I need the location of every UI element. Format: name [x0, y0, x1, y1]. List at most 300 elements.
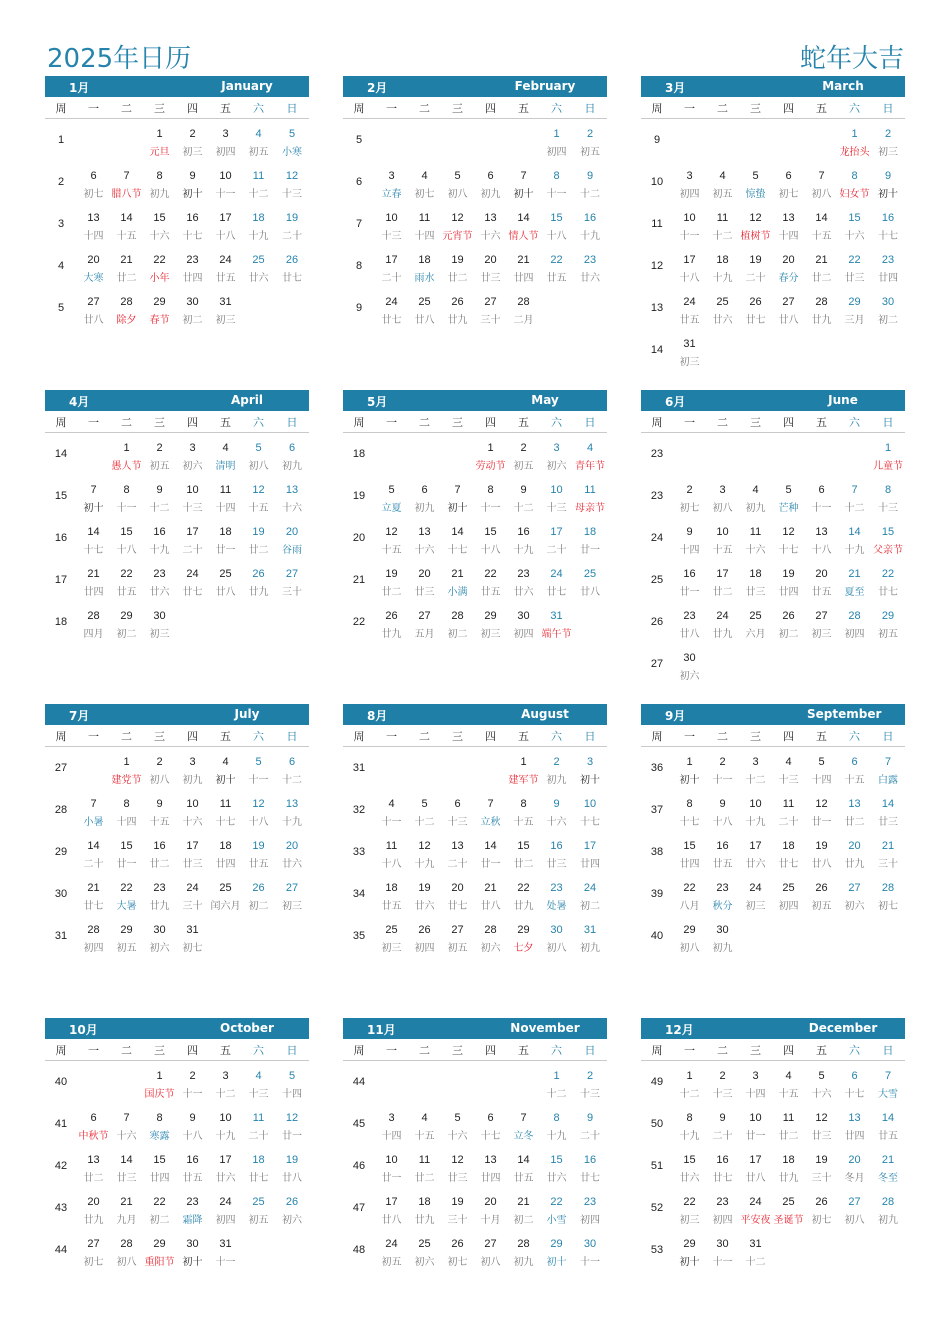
lunar-date — [739, 454, 772, 475]
weekday-header: 二 — [706, 725, 739, 747]
day-number: 9 — [686, 526, 693, 538]
day-number: 26 — [285, 1196, 299, 1208]
day-number — [441, 433, 474, 455]
day-number — [838, 1229, 871, 1250]
day-number: 3 — [189, 442, 196, 454]
lunar-date — [441, 1082, 474, 1103]
lunar-date: 十四 — [811, 775, 832, 786]
weekday-header: 周 — [641, 725, 673, 747]
day-number — [77, 433, 110, 455]
lunar-row — [641, 1124, 905, 1145]
day-number — [275, 287, 309, 308]
weekday-header: 六 — [242, 725, 275, 747]
day-number: 30 — [153, 610, 166, 622]
lunar-date — [242, 1250, 275, 1271]
lunar-date: 廿五 — [811, 587, 832, 598]
day-number: 20 — [782, 254, 795, 266]
lunar-date: 立秋 — [480, 817, 501, 828]
day-number: 29 — [550, 1238, 563, 1250]
day-number: 11 — [252, 1112, 265, 1124]
lunar-date: 十二 — [215, 1089, 236, 1100]
week-row — [343, 1187, 607, 1208]
lunar-date: 初七 — [83, 1257, 104, 1268]
lunar-date: 谷雨 — [282, 545, 302, 556]
day-number: 9 — [189, 1112, 196, 1124]
week-number: 31 — [54, 930, 68, 942]
lunar-date: 十一 — [679, 231, 700, 242]
lunar-row — [343, 224, 607, 245]
lunar-date: 廿二 — [248, 545, 269, 556]
week-row — [45, 245, 309, 266]
lunar-date: 十一 — [215, 1257, 236, 1268]
day-number: 5 — [288, 1070, 296, 1082]
day-number — [408, 747, 441, 769]
lunar-date: 十四 — [83, 231, 104, 242]
lunar-date: 小寒 — [282, 147, 302, 158]
lunar-date: 初八 — [149, 775, 170, 786]
lunar-date — [408, 454, 441, 475]
day-number: 22 — [550, 254, 563, 266]
lunar-date: 廿一 — [116, 859, 137, 870]
lunar-date: 初四 — [778, 901, 799, 912]
day-number: 30 — [153, 924, 166, 936]
lunar-date: 十八 — [811, 545, 832, 556]
lunar-row — [641, 266, 905, 287]
week-row — [45, 203, 309, 224]
lunar-date: 廿三 — [182, 859, 203, 870]
lunar-date: 十三 — [182, 503, 203, 514]
week-number: 47 — [352, 1202, 366, 1214]
weekday-header: 周 — [343, 1039, 375, 1061]
week-row — [45, 475, 309, 496]
day-number: 8 — [123, 484, 130, 496]
lunar-row — [343, 1124, 607, 1145]
day-number: 5 — [818, 756, 825, 768]
month-table — [641, 411, 905, 685]
lunar-date: 春分 — [778, 273, 799, 284]
week-number: 39 — [650, 888, 664, 900]
lunar-date: 清明 — [215, 461, 236, 472]
lunar-date — [772, 454, 805, 475]
lunar-date: 廿二 — [513, 859, 534, 870]
day-number: 10 — [550, 484, 563, 496]
day-number: 26 — [252, 568, 265, 580]
day-number: 2 — [686, 484, 693, 496]
week-number: 52 — [650, 1202, 664, 1214]
lunar-row — [641, 936, 905, 957]
lunar-date: 廿八 — [778, 315, 799, 326]
week-row — [45, 1103, 309, 1124]
week-number: 13 — [650, 302, 664, 314]
day-number — [441, 747, 474, 769]
week-number: 37 — [650, 804, 664, 816]
weekday-header: 六 — [540, 97, 573, 119]
lunar-date: 廿一 — [282, 1131, 302, 1142]
lunar-row — [343, 768, 607, 789]
day-number: 23 — [186, 1196, 199, 1208]
lunar-row — [641, 224, 905, 245]
lunar-date: 廿五 — [480, 587, 501, 598]
lunar-date: 十三 — [580, 1089, 600, 1100]
day-number: 19 — [749, 254, 762, 266]
lunar-date: 处暑 — [546, 901, 567, 912]
lunar-date: 建党节 — [111, 775, 142, 786]
month-name-cn: 6月 — [665, 395, 686, 409]
month-header — [343, 390, 607, 411]
lunar-date — [77, 140, 110, 161]
weekday-header-row — [45, 1039, 309, 1061]
week-number: 36 — [650, 762, 664, 774]
month-name-en: November — [510, 1021, 580, 1035]
lunar-date: 初九 — [513, 1257, 534, 1268]
day-number: 19 — [815, 840, 828, 852]
week-number: 23 — [650, 490, 664, 502]
day-number: 20 — [848, 840, 861, 852]
day-number: 29 — [120, 924, 133, 936]
day-number: 26 — [285, 254, 299, 266]
day-number: 6 — [487, 170, 494, 182]
month-name-cn: 8月 — [367, 709, 388, 723]
day-number: 13 — [815, 526, 828, 538]
lunar-date: 三十 — [282, 587, 302, 598]
week-row — [343, 915, 607, 936]
month-header — [343, 1018, 607, 1039]
day-number: 29 — [484, 610, 497, 622]
lunar-date — [275, 1250, 309, 1271]
weekday-header: 六 — [838, 97, 871, 119]
lunar-date: 十二 — [580, 189, 600, 200]
week-row — [343, 517, 607, 538]
day-number: 24 — [749, 882, 762, 894]
weekday-header: 六 — [242, 97, 275, 119]
weekday-header-row — [641, 97, 905, 119]
day-number: 30 — [881, 296, 895, 308]
weekday-header: 二 — [110, 725, 143, 747]
lunar-row — [343, 1166, 607, 1187]
lunar-date — [474, 1082, 507, 1103]
day-number: 30 — [583, 1238, 597, 1250]
lunar-date: 大寒 — [83, 273, 104, 284]
lunar-date: 初二 — [778, 629, 799, 640]
day-number: 14 — [120, 1154, 133, 1166]
day-number: 31 — [749, 1238, 762, 1250]
lunar-date: 五月 — [414, 629, 435, 640]
day-number: 23 — [683, 610, 696, 622]
lunar-date: 廿八 — [381, 1215, 402, 1226]
day-number: 9 — [553, 798, 560, 810]
day-number: 6 — [785, 170, 792, 182]
day-number: 2 — [719, 756, 726, 768]
day-number: 25 — [418, 1238, 431, 1250]
lunar-date: 初五 — [149, 461, 170, 472]
weekday-header: 六 — [540, 411, 573, 433]
week-number: 14 — [650, 344, 664, 356]
lunar-row — [343, 810, 607, 831]
lunar-date: 十五 — [513, 817, 534, 828]
lunar-date: 廿六 — [414, 901, 435, 912]
day-number — [871, 329, 905, 350]
day-number: 12 — [285, 170, 299, 182]
day-number: 6 — [851, 756, 858, 768]
day-number: 13 — [285, 484, 299, 496]
lunar-date: 妇女节 — [839, 189, 870, 200]
day-number: 8 — [487, 484, 494, 496]
day-number: 7 — [520, 170, 527, 182]
weekday-header: 一 — [375, 725, 408, 747]
day-number: 15 — [848, 212, 861, 224]
lunar-date: 廿三 — [844, 273, 865, 284]
day-number — [209, 601, 242, 622]
lunar-row — [45, 894, 309, 915]
week-number: 42 — [54, 1160, 68, 1172]
lunar-date: 初五 — [712, 189, 733, 200]
day-number — [242, 1229, 275, 1250]
day-number: 31 — [550, 610, 563, 622]
lunar-date: 初六 — [149, 943, 170, 954]
lunar-date: 三十 — [811, 1173, 832, 1184]
week-row — [343, 1145, 607, 1166]
day-number: 9 — [586, 1112, 594, 1124]
day-number: 9 — [520, 484, 527, 496]
month-header — [45, 1018, 309, 1039]
lunar-date: 劳动节 — [475, 461, 506, 472]
day-number: 4 — [785, 1070, 792, 1082]
lunar-date — [474, 768, 507, 789]
lunar-date: 廿六 — [679, 1173, 700, 1184]
lunar-date — [176, 622, 209, 643]
day-number — [375, 119, 408, 141]
day-number: 27 — [87, 1238, 100, 1250]
day-number — [673, 119, 706, 141]
day-number: 28 — [87, 610, 100, 622]
lunar-date: 立春 — [381, 189, 402, 200]
day-number: 12 — [749, 212, 762, 224]
day-number: 13 — [782, 212, 795, 224]
lunar-date: 三月 — [844, 315, 865, 326]
lunar-row — [641, 580, 905, 601]
lunar-date: 父亲节 — [873, 545, 903, 556]
month-header — [45, 704, 309, 725]
week-number: 21 — [352, 574, 366, 586]
weekday-header: 周 — [343, 725, 375, 747]
weekday-header: 四 — [772, 97, 805, 119]
lunar-date: 初七 — [182, 943, 203, 954]
lunar-date: 廿五 — [679, 315, 700, 326]
day-number: 3 — [222, 1070, 229, 1082]
lunar-date: 初五 — [811, 901, 832, 912]
day-number: 18 — [716, 254, 729, 266]
lunar-date: 十三 — [712, 1089, 733, 1100]
month-name-cn: 10月 — [69, 1023, 98, 1037]
weekday-header: 三 — [441, 97, 474, 119]
day-number: 12 — [418, 840, 431, 852]
day-number: 13 — [87, 1154, 100, 1166]
lunar-date: 廿九 — [248, 587, 269, 598]
weekday-header: 二 — [706, 97, 739, 119]
day-number: 1 — [686, 756, 693, 768]
lunar-date: 初三 — [878, 147, 898, 158]
week-row — [45, 517, 309, 538]
day-number: 10 — [583, 798, 597, 810]
day-number — [408, 1061, 441, 1083]
day-number — [408, 433, 441, 455]
lunar-date: 八月 — [679, 901, 700, 912]
lunar-date: 十七 — [215, 817, 236, 828]
day-number — [441, 1061, 474, 1083]
day-number: 19 — [385, 568, 398, 580]
lunar-date — [77, 1082, 110, 1103]
weekday-header: 四 — [772, 1039, 805, 1061]
lunar-date: 龙抬头 — [839, 147, 870, 158]
lunar-date: 廿七 — [182, 587, 203, 598]
week-row — [45, 1145, 309, 1166]
day-number: 2 — [586, 128, 594, 140]
day-number: 16 — [186, 212, 199, 224]
week-number: 32 — [352, 804, 366, 816]
day-number: 12 — [451, 212, 464, 224]
lunar-date — [209, 622, 242, 643]
lunar-date: 廿五 — [182, 1173, 203, 1184]
day-number: 24 — [583, 882, 597, 894]
week-row — [45, 1061, 309, 1083]
week-row — [45, 161, 309, 182]
lunar-date — [441, 140, 474, 161]
lunar-date — [739, 936, 772, 957]
lunar-date: 廿八 — [215, 587, 236, 598]
lunar-date: 廿七 — [712, 1173, 733, 1184]
lunar-date — [838, 350, 871, 371]
day-number: 24 — [186, 568, 199, 580]
day-number: 27 — [87, 296, 100, 308]
lunar-date — [805, 454, 838, 475]
lunar-row — [45, 182, 309, 203]
lunar-date: 夏至 — [844, 587, 865, 598]
day-number: 3 — [752, 756, 759, 768]
week-number: 9 — [355, 302, 363, 314]
day-number: 21 — [517, 254, 530, 266]
week-number: 31 — [352, 762, 366, 774]
lunar-date: 十四 — [381, 1131, 402, 1142]
day-number: 15 — [550, 212, 563, 224]
lunar-date: 初六 — [282, 1215, 302, 1226]
lunar-date: 廿八 — [679, 629, 700, 640]
lunar-date: 初九 — [546, 775, 567, 786]
week-row — [641, 203, 905, 224]
lunar-date: 初七 — [778, 189, 799, 200]
lunar-date: 初十 — [580, 775, 600, 786]
day-number: 6 — [90, 1112, 97, 1124]
lunar-date: 十六 — [844, 231, 865, 242]
day-number: 15 — [153, 212, 166, 224]
weekday-header: 六 — [540, 1039, 573, 1061]
day-number: 14 — [517, 212, 530, 224]
lunar-date: 初九 — [878, 1215, 898, 1226]
month-name-cn: 5月 — [367, 395, 388, 409]
lunar-date: 廿四 — [513, 273, 534, 284]
week-row — [343, 1103, 607, 1124]
day-number: 16 — [716, 1154, 729, 1166]
lunar-date — [772, 140, 805, 161]
day-number: 3 — [686, 170, 693, 182]
day-number: 18 — [749, 568, 762, 580]
weekday-header: 三 — [739, 1039, 772, 1061]
week-number: 7 — [355, 218, 363, 230]
day-number — [739, 119, 772, 141]
week-number: 34 — [352, 888, 366, 900]
weekday-header: 五 — [209, 725, 242, 747]
lunar-date: 十六 — [116, 1131, 137, 1142]
day-number: 23 — [517, 568, 530, 580]
lunar-date: 三十 — [480, 315, 501, 326]
day-number: 17 — [550, 526, 563, 538]
day-number: 7 — [884, 756, 892, 768]
day-number: 21 — [517, 1196, 530, 1208]
day-number: 7 — [454, 484, 461, 496]
day-number: 24 — [219, 1196, 232, 1208]
week-row — [343, 1229, 607, 1250]
lunar-date: 十五 — [712, 545, 733, 556]
month-block-9 — [641, 704, 905, 957]
lunar-row — [641, 852, 905, 873]
day-number: 3 — [222, 128, 229, 140]
lunar-date: 初八 — [116, 1257, 137, 1268]
weekday-header: 五 — [209, 1039, 242, 1061]
week-number: 1 — [57, 134, 65, 146]
weekday-header-row — [45, 725, 309, 747]
day-number: 28 — [120, 1238, 133, 1250]
lunar-row — [343, 538, 607, 559]
lunar-date: 三十 — [447, 1215, 468, 1226]
lunar-date: 廿四 — [215, 859, 236, 870]
day-number: 24 — [186, 882, 199, 894]
month-table — [45, 725, 309, 957]
day-number: 21 — [451, 568, 464, 580]
day-number — [242, 915, 275, 936]
lunar-date: 初十 — [182, 1257, 203, 1268]
lunar-date: 廿一 — [811, 817, 832, 828]
lunar-date: 平安夜 — [740, 1215, 771, 1226]
day-number — [77, 119, 110, 141]
day-number: 16 — [881, 212, 895, 224]
day-number: 18 — [252, 212, 265, 224]
lunar-row — [45, 538, 309, 559]
lunar-row — [45, 496, 309, 517]
day-number: 19 — [451, 1196, 464, 1208]
day-number: 4 — [719, 170, 726, 182]
day-number: 26 — [815, 882, 828, 894]
lunar-date: 十六 — [414, 545, 435, 556]
day-number: 26 — [385, 610, 398, 622]
lunar-date — [805, 664, 838, 685]
lunar-row — [343, 622, 607, 643]
weekday-header: 一 — [673, 97, 706, 119]
week-row — [343, 287, 607, 308]
week-row — [641, 915, 905, 936]
lunar-date — [838, 664, 871, 685]
day-number — [77, 1061, 110, 1083]
lunar-date: 十九 — [248, 231, 269, 242]
lunar-date: 二十 — [546, 545, 567, 556]
week-number: 16 — [54, 532, 68, 544]
lunar-row — [343, 1082, 607, 1103]
day-number: 2 — [520, 442, 527, 454]
lunar-date — [77, 454, 110, 475]
lunar-date: 十二 — [844, 503, 865, 514]
lunar-date: 十九 — [844, 545, 865, 556]
lunar-row — [641, 1082, 905, 1103]
day-number: 24 — [219, 254, 232, 266]
day-number — [871, 1229, 905, 1250]
